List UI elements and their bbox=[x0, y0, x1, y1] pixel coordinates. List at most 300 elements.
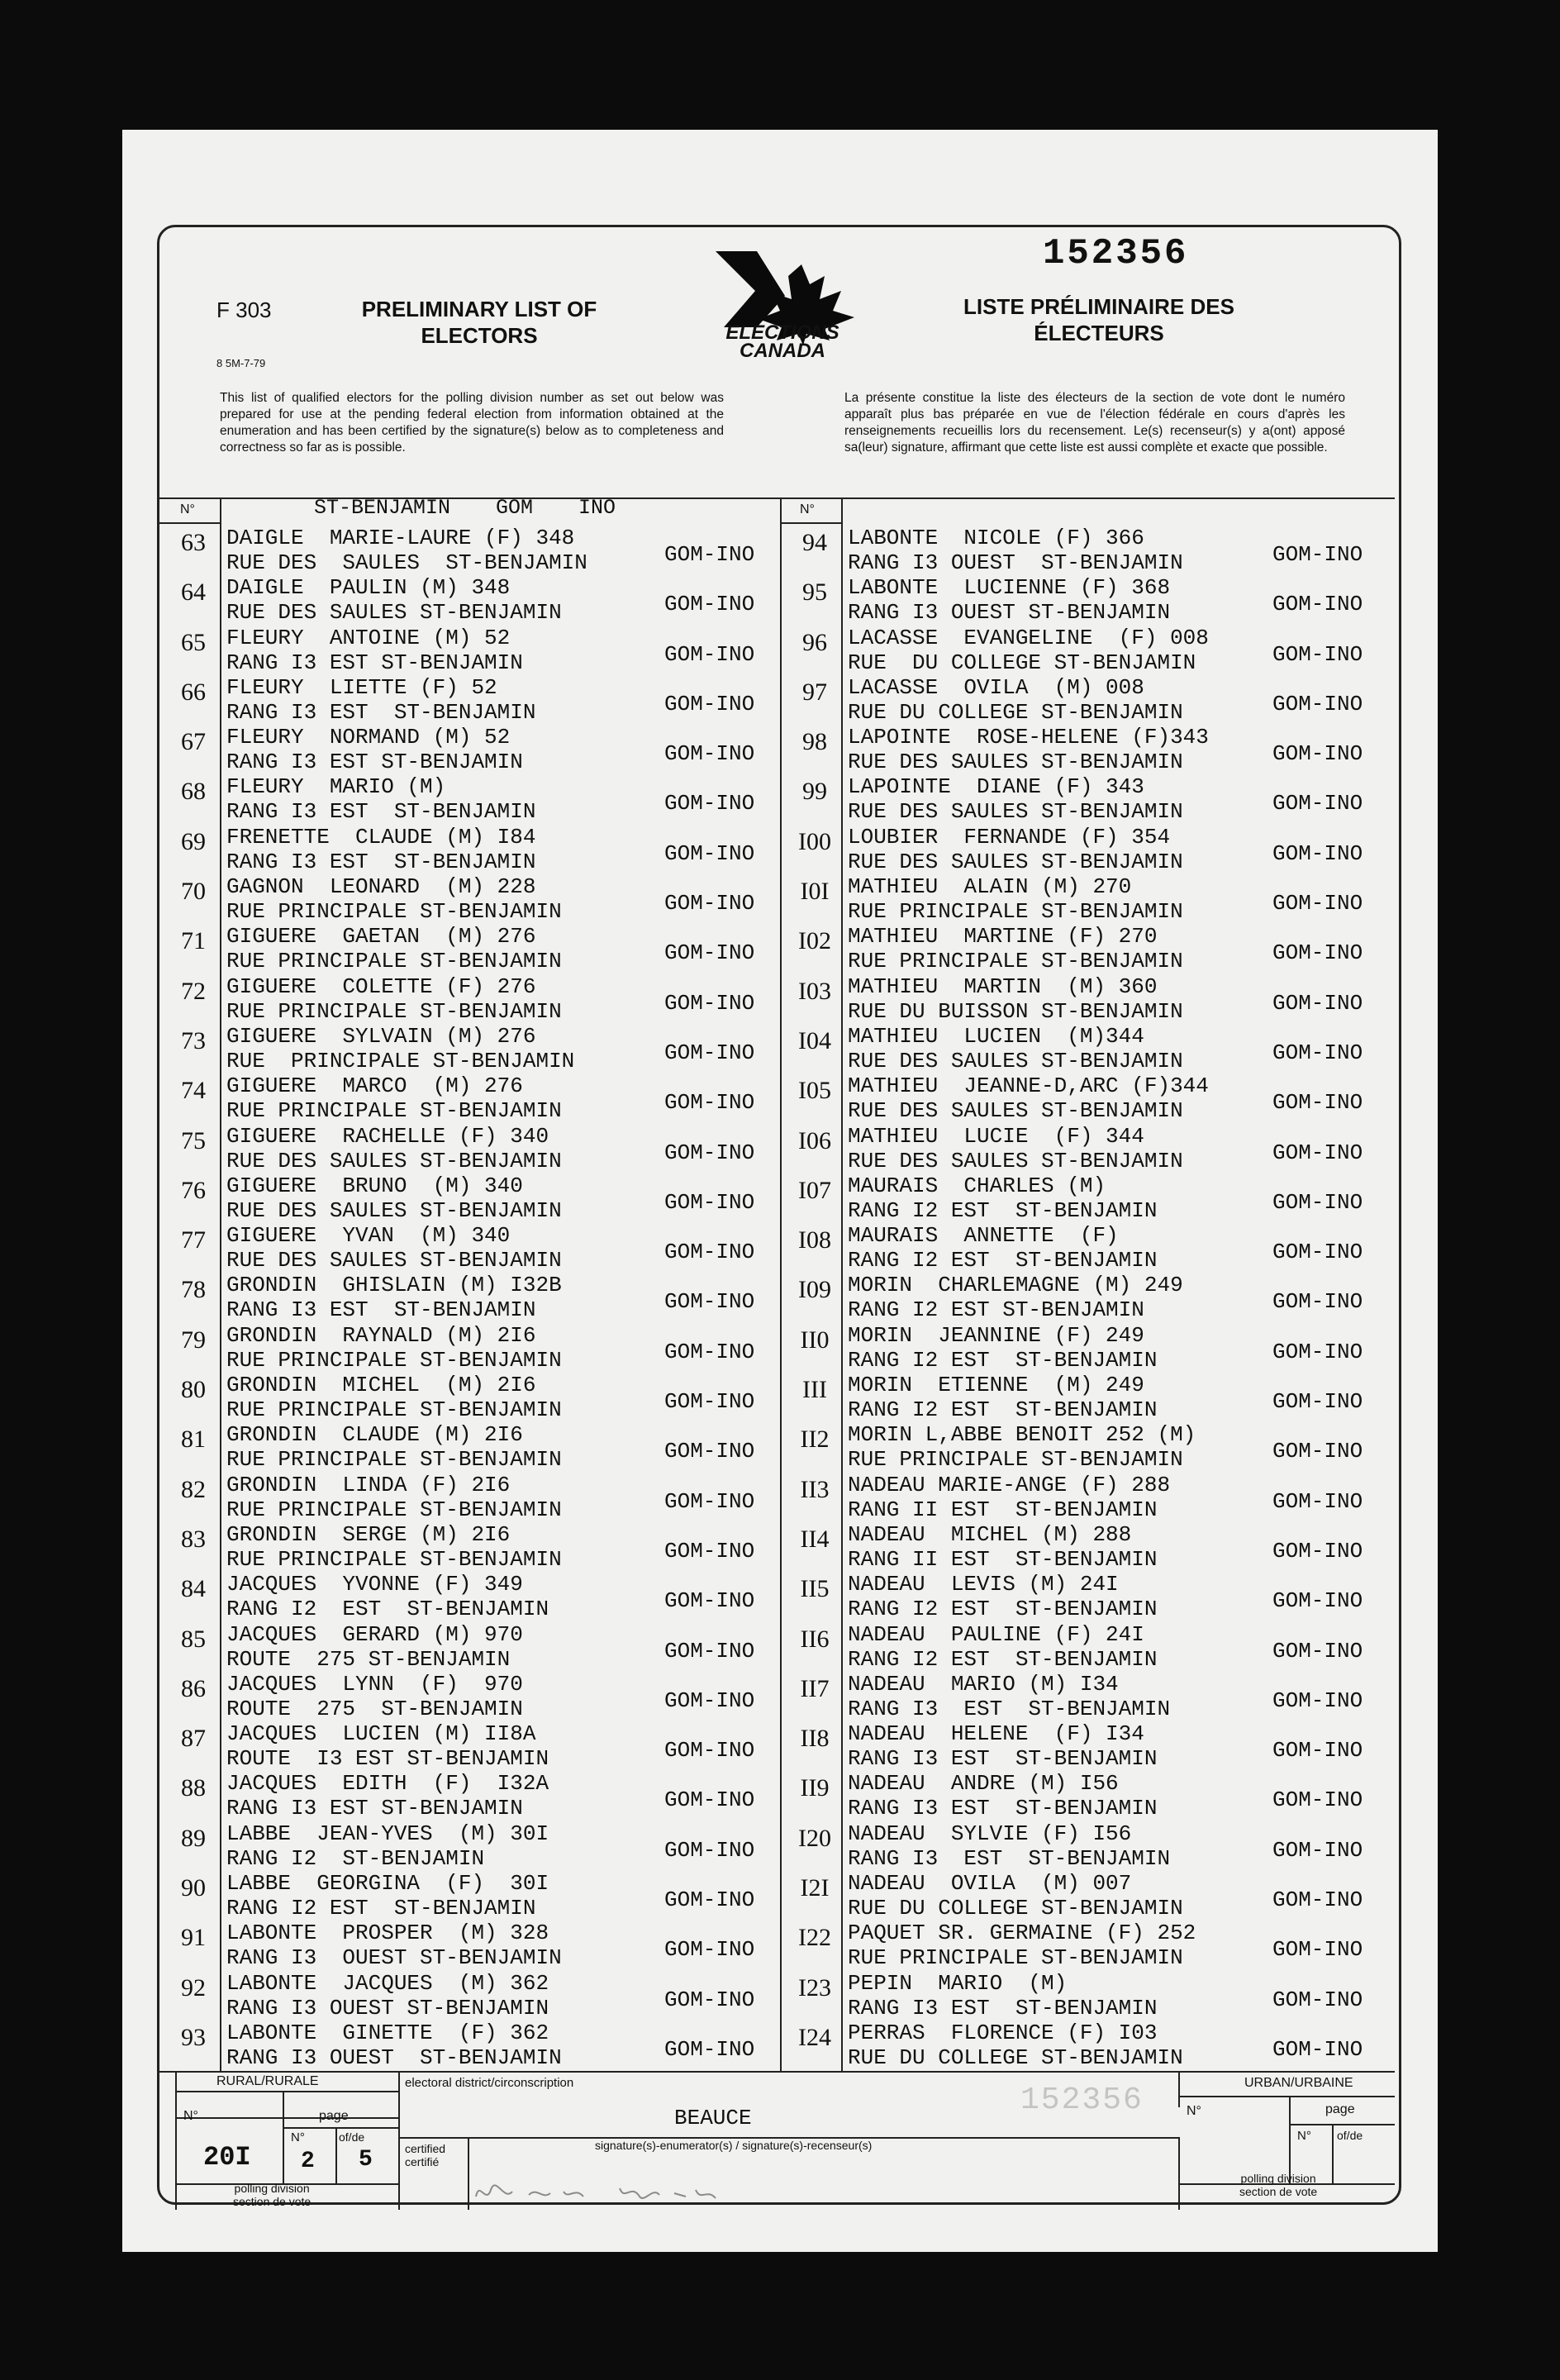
elector-address: RUE PRINCIPALE ST-BENJAMIN bbox=[848, 1945, 1183, 1971]
rural-of-label: of/de bbox=[339, 2130, 365, 2144]
elector-number: I00 bbox=[798, 827, 831, 855]
elector-address: RUE PRINCIPALE ST-BENJAMIN bbox=[848, 899, 1183, 925]
bleed-through-number: 152356 bbox=[1020, 2082, 1144, 2118]
elector-name: NADEAU OVILA (M) 007 bbox=[848, 1871, 1132, 1897]
elector-address: RUE DES SAULES ST-BENJAMIN bbox=[226, 550, 587, 575]
elector-number: 98 bbox=[802, 728, 827, 756]
elector-name: MATHIEU LUCIE (F) 344 bbox=[848, 1123, 1144, 1149]
elector-name: FLEURY NORMAND (M) 52 bbox=[226, 725, 511, 750]
elector-address: RANG I3 EST ST-BENJAMIN bbox=[848, 1696, 1171, 1721]
elector-name: JACQUES LUCIEN (M) II8A bbox=[226, 1721, 536, 1747]
elector-name: MATHIEU MARTINE (F) 270 bbox=[848, 924, 1158, 950]
elector-entry bbox=[169, 1572, 780, 1621]
elector-address: RUE PRINCIPALE ST-BENJAMIN bbox=[226, 1497, 562, 1522]
urban-polling-label-fr: section de vote bbox=[1239, 2185, 1318, 2198]
elector-entry bbox=[169, 974, 780, 1024]
elector-number: 99 bbox=[802, 778, 827, 806]
rural-page-label: page bbox=[319, 2109, 349, 2123]
elector-entry bbox=[790, 774, 1385, 824]
elector-entry bbox=[169, 1373, 780, 1422]
footer-top-rule bbox=[159, 2071, 1395, 2073]
rural-header-rule bbox=[175, 2117, 398, 2119]
elector-number: 80 bbox=[181, 1376, 206, 1404]
elector-district-code: GOM-INO bbox=[1272, 791, 1363, 816]
elector-name: GIGUERE GAETAN (M) 276 bbox=[226, 924, 536, 950]
elector-district-code: GOM-INO bbox=[1272, 1687, 1363, 1713]
urban-page-no-label: N° bbox=[1297, 2129, 1311, 2143]
elector-number: 94 bbox=[802, 529, 827, 556]
urban-page-sub-rule bbox=[1289, 2124, 1395, 2125]
elector-district-code: GOM-INO bbox=[1272, 1240, 1363, 1265]
elector-entry bbox=[169, 1124, 780, 1173]
elector-number: 95 bbox=[802, 578, 827, 607]
elector-entry bbox=[790, 526, 1385, 575]
elector-number: II4 bbox=[800, 1525, 830, 1553]
urban-box-left-upper bbox=[1178, 2071, 1180, 2107]
elector-district-code: GOM-INO bbox=[1272, 1837, 1363, 1863]
elector-entry bbox=[169, 526, 780, 575]
elector-name: DAIGLE PAULIN (M) 348 bbox=[226, 575, 511, 601]
elector-number: 78 bbox=[181, 1276, 206, 1304]
elector-district-code: GOM-INO bbox=[664, 1588, 755, 1614]
elector-entry bbox=[790, 1821, 1385, 1871]
elector-address: RUE PRINCIPALE ST-BENJAMIN bbox=[226, 998, 562, 1024]
elector-address: RUE PRINCIPALE ST-BENJAMIN bbox=[226, 1546, 562, 1572]
elector-address: RANG II EST ST-BENJAMIN bbox=[848, 1546, 1158, 1572]
elector-district-code: GOM-INO bbox=[1272, 1439, 1363, 1464]
elector-district-code: GOM-INO bbox=[664, 1339, 755, 1364]
elector-entry bbox=[169, 1422, 780, 1472]
elector-address: RUE DES SAULES ST-BENJAMIN bbox=[848, 799, 1183, 825]
elector-address: RUE PRINCIPALE ST-BENJAMIN bbox=[226, 1447, 562, 1473]
elector-name: MAURAIS CHARLES (M) bbox=[848, 1173, 1106, 1198]
center-column-rule bbox=[780, 497, 782, 2071]
elector-name: LACASSE EVANGELINE (F) 008 bbox=[848, 625, 1209, 650]
elector-entry bbox=[169, 1473, 780, 1522]
elector-district-code: GOM-INO bbox=[1272, 891, 1363, 916]
elector-number: 96 bbox=[802, 628, 827, 656]
elector-district-code: GOM-INO bbox=[664, 1140, 755, 1165]
elector-entry bbox=[790, 1473, 1385, 1522]
elector-number: 66 bbox=[181, 678, 206, 706]
elector-address: RANG I2 EST ST-BENJAMIN bbox=[848, 1646, 1158, 1672]
elector-entry bbox=[790, 675, 1385, 725]
elector-entry bbox=[169, 1921, 780, 1970]
elector-address: RUE PRINCIPALE ST-BENJAMIN bbox=[848, 949, 1183, 974]
elector-district-code: GOM-INO bbox=[1272, 840, 1363, 866]
elector-address: RANG I3 OUEST ST-BENJAMIN bbox=[848, 600, 1171, 626]
elector-entry bbox=[169, 1323, 780, 1373]
elector-entry bbox=[790, 924, 1385, 973]
elector-name: LACASSE OVILA (M) 008 bbox=[848, 674, 1144, 700]
elector-name: GIGUERE SYLVAIN (M) 276 bbox=[226, 1023, 536, 1049]
elector-entry bbox=[790, 874, 1385, 924]
elector-entry bbox=[790, 1073, 1385, 1123]
elector-district-code: GOM-INO bbox=[664, 891, 755, 916]
elector-address: ROUTE 275 ST-BENJAMIN bbox=[226, 1696, 523, 1721]
elector-district-code: GOM-INO bbox=[664, 2036, 755, 2062]
elector-name: MAURAIS ANNETTE (F) bbox=[848, 1223, 1119, 1249]
elector-name: GAGNON LEONARD (M) 228 bbox=[226, 874, 536, 900]
elector-address: RANG I3 EST ST-BENJAMIN bbox=[226, 799, 536, 825]
elector-name: JACQUES LYNN (F) 970 bbox=[226, 1671, 523, 1697]
elector-entry bbox=[169, 1721, 780, 1771]
elector-name: PERRAS FLORENCE (F) I03 bbox=[848, 2020, 1158, 2045]
elector-number: 79 bbox=[181, 1326, 206, 1354]
elector-address: RANG I3 EST ST-BENJAMIN bbox=[848, 1746, 1158, 1772]
description-english: This list of qualified electors for the polling division number as set out below was prepared for use at the pending federal election from information obtained at the enumeration and has been certified by the signature(s) below as to completeness and correctness so far as is possible. bbox=[220, 391, 724, 455]
elector-address: RANG I3 OUEST ST-BENJAMIN bbox=[848, 550, 1183, 575]
elector-number: I24 bbox=[798, 2023, 831, 2051]
polling-division-name: ST-BENJAMIN GOM INO bbox=[314, 496, 616, 520]
elector-address: RANG I3 EST ST-BENJAMIN bbox=[848, 1796, 1158, 1821]
elector-entry bbox=[169, 1871, 780, 1921]
elector-district-code: GOM-INO bbox=[1272, 592, 1363, 617]
elector-address: RANG I2 EST ST-BENJAMIN bbox=[848, 1248, 1158, 1273]
elector-name: NADEAU ANDRE (M) I56 bbox=[848, 1771, 1119, 1797]
elector-address: RUE PRINCIPALE ST-BENJAMIN bbox=[226, 1397, 562, 1423]
elector-address: RUE PRINCIPALE ST-BENJAMIN bbox=[226, 1048, 575, 1073]
elector-address: RANG I2 EST ST-BENJAMIN bbox=[226, 1597, 549, 1622]
elector-address: RANG I3 EST ST-BENJAMIN bbox=[226, 699, 536, 725]
elector-name: GIGUERE MARCO (M) 276 bbox=[226, 1073, 523, 1099]
elector-number: 76 bbox=[181, 1176, 206, 1204]
elector-address: RANG I2 ST-BENJAMIN bbox=[226, 1845, 485, 1871]
elector-name: GIGUERE RACHELLE (F) 340 bbox=[226, 1123, 549, 1149]
elector-name: LABONTE PROSPER (M) 328 bbox=[226, 1921, 549, 1946]
elector-entry bbox=[790, 626, 1385, 675]
elector-name: JACQUES EDITH (F) I32A bbox=[226, 1771, 549, 1797]
elector-district-code: GOM-INO bbox=[664, 1787, 755, 1813]
elector-entry bbox=[790, 1921, 1385, 1970]
elector-number: 67 bbox=[181, 728, 206, 756]
elector-name: NADEAU SYLVIE (F) I56 bbox=[848, 1821, 1132, 1846]
list-number: 152356 bbox=[1043, 233, 1189, 274]
elector-district-code: GOM-INO bbox=[1272, 1339, 1363, 1364]
elector-district-code: GOM-INO bbox=[664, 741, 755, 767]
rural-label-rule bbox=[175, 2091, 398, 2092]
left-no-header-rule bbox=[159, 522, 221, 524]
elector-number: 89 bbox=[181, 1824, 206, 1852]
elector-address: RUE DES SAULES ST-BENJAMIN bbox=[226, 1197, 562, 1223]
elector-name: GRONDIN CLAUDE (M) 2I6 bbox=[226, 1422, 523, 1448]
elector-number: 77 bbox=[181, 1226, 206, 1254]
elector-entry bbox=[169, 1223, 780, 1273]
urban-no-label: N° bbox=[1187, 2104, 1201, 2118]
elector-number: II3 bbox=[800, 1475, 830, 1503]
certified-label-fr: certifié bbox=[405, 2155, 440, 2168]
elector-entry bbox=[169, 725, 780, 774]
elector-name: LABBE JEAN-YVES (M) 30I bbox=[226, 1821, 549, 1846]
elector-number: 91 bbox=[181, 1924, 206, 1952]
elector-number: 72 bbox=[181, 977, 206, 1005]
rural-label: RURAL/RURALE bbox=[216, 2074, 319, 2088]
elector-name: NADEAU LEVIS (M) 24I bbox=[848, 1572, 1119, 1597]
elector-number: I20 bbox=[798, 1824, 831, 1852]
elector-entry bbox=[169, 825, 780, 874]
elector-number: 97 bbox=[802, 678, 827, 706]
elector-name: LABBE GEORGINA (F) 30I bbox=[226, 1871, 549, 1897]
elector-address: RUE DES SAULES ST-BENJAMIN bbox=[848, 1048, 1183, 1073]
elector-district-code: GOM-INO bbox=[664, 940, 755, 966]
urban-label: URBAN/URBAINE bbox=[1244, 2076, 1353, 2090]
elector-entry bbox=[790, 1273, 1385, 1322]
elector-address: RANG I3 OUEST ST-BENJAMIN bbox=[226, 2044, 562, 2070]
elector-name: FLEURY LIETTE (F) 52 bbox=[226, 674, 497, 700]
elector-name: MORIN JEANNINE (F) 249 bbox=[848, 1322, 1144, 1348]
elector-number: 73 bbox=[181, 1026, 206, 1054]
elector-number: 88 bbox=[181, 1774, 206, 1802]
elector-district-code: GOM-INO bbox=[1272, 641, 1363, 667]
elector-district-code: GOM-INO bbox=[664, 1189, 755, 1215]
elector-district-code: GOM-INO bbox=[1272, 1887, 1363, 1913]
elector-address: RUE DU COLLEGE ST-BENJAMIN bbox=[848, 699, 1183, 725]
elector-number: 81 bbox=[181, 1426, 206, 1454]
elector-district-code: GOM-INO bbox=[1272, 1040, 1363, 1065]
elector-name: MATHIEU ALAIN (M) 270 bbox=[848, 874, 1132, 900]
title-english: PRELIMINARY LIST OF ELECTORS bbox=[361, 297, 597, 348]
elector-entry bbox=[169, 1771, 780, 1821]
elector-name: GIGUERE BRUNO (M) 340 bbox=[226, 1173, 523, 1198]
elector-address: RANG I2 EST ST-BENJAMIN bbox=[848, 1597, 1158, 1622]
elector-name: NADEAU MICHEL (M) 288 bbox=[848, 1521, 1132, 1547]
elector-name: MORIN ETIENNE (M) 249 bbox=[848, 1373, 1144, 1398]
certified-label-en: certified bbox=[405, 2142, 446, 2155]
elector-entry bbox=[169, 1024, 780, 1073]
elector-entry bbox=[169, 1821, 780, 1871]
elector-entry bbox=[169, 1672, 780, 1721]
elector-name: MORIN CHARLEMAGNE (M) 249 bbox=[848, 1273, 1183, 1298]
elector-district-code: GOM-INO bbox=[1272, 1140, 1363, 1165]
elector-number: I02 bbox=[798, 927, 831, 955]
elector-entry bbox=[169, 1073, 780, 1123]
polling-division-number: 20I bbox=[203, 2142, 251, 2173]
elector-entry bbox=[790, 974, 1385, 1024]
elector-name: NADEAU MARIE-ANGE (F) 288 bbox=[848, 1472, 1171, 1497]
elector-number: II0 bbox=[800, 1326, 830, 1354]
elector-number: I23 bbox=[798, 1973, 831, 2002]
elector-district-code: GOM-INO bbox=[664, 1638, 755, 1664]
elector-number: III bbox=[802, 1376, 827, 1404]
elector-name: GRONDIN LINDA (F) 2I6 bbox=[226, 1472, 511, 1497]
elector-entry bbox=[169, 1273, 780, 1322]
elector-name: LABONTE GINETTE (F) 362 bbox=[226, 2020, 549, 2045]
elector-address: RUE DES SAULES ST-BENJAMIN bbox=[848, 1098, 1183, 1124]
elector-name: DAIGLE MARIE-LAURE (F) 348 bbox=[226, 526, 575, 550]
elector-district-code: GOM-INO bbox=[664, 1887, 755, 1913]
elector-entry bbox=[169, 1971, 780, 2021]
elector-entry bbox=[790, 575, 1385, 625]
urban-of-label: of/de bbox=[1337, 2129, 1363, 2142]
elector-name: FRENETTE CLAUDE (M) I84 bbox=[226, 824, 536, 850]
elector-district-code: GOM-INO bbox=[664, 592, 755, 617]
elector-district-code: GOM-INO bbox=[664, 542, 755, 567]
elector-address: RUE DES SAULES ST-BENJAMIN bbox=[226, 1148, 562, 1173]
form-date: 8 5M-7-79 bbox=[216, 357, 266, 369]
district-label: electoral district/circonscription bbox=[405, 2076, 574, 2090]
elector-entry bbox=[169, 924, 780, 973]
elector-district-code: GOM-INO bbox=[1272, 1787, 1363, 1813]
district-box-left bbox=[398, 2071, 400, 2210]
elector-address: RANG II EST ST-BENJAMIN bbox=[848, 1497, 1158, 1522]
elector-number: 65 bbox=[181, 628, 206, 656]
elector-district-code: GOM-INO bbox=[1272, 2036, 1363, 2062]
rural-page-sub-rule bbox=[283, 2127, 398, 2129]
urban-page-label: page bbox=[1325, 2102, 1355, 2116]
elector-number: 75 bbox=[181, 1126, 206, 1154]
elector-number: II9 bbox=[800, 1774, 830, 1802]
elector-entry bbox=[169, 1622, 780, 1672]
elector-district-code: GOM-INO bbox=[664, 1687, 755, 1713]
elector-district-code: GOM-INO bbox=[664, 1987, 755, 2012]
elector-number: I03 bbox=[798, 977, 831, 1005]
elector-entry bbox=[169, 1173, 780, 1223]
right-no-header-rule bbox=[780, 522, 843, 524]
elector-district-code: GOM-INO bbox=[664, 1439, 755, 1464]
elector-address: RUE DES SAULES ST-BENJAMIN bbox=[848, 750, 1183, 775]
elector-address: RUE DES SAULES ST-BENJAMIN bbox=[848, 1148, 1183, 1173]
page-total: 5 bbox=[359, 2147, 373, 2173]
elector-district-code: GOM-INO bbox=[664, 1937, 755, 1963]
elector-address: RANG I3 EST ST-BENJAMIN bbox=[848, 1845, 1171, 1871]
elector-number: 68 bbox=[181, 778, 206, 806]
elector-entry bbox=[169, 874, 780, 924]
elector-district-code: GOM-INO bbox=[664, 691, 755, 716]
elector-entry bbox=[790, 825, 1385, 874]
elector-name: GIGUERE COLETTE (F) 276 bbox=[226, 973, 536, 999]
elector-number: I0I bbox=[800, 878, 830, 906]
elector-address: RUE DU COLLEGE ST-BENJAMIN bbox=[848, 2044, 1183, 2070]
left-no-header: N° bbox=[180, 502, 195, 516]
elector-entry bbox=[169, 626, 780, 675]
elector-name: FLEURY ANTOINE (M) 52 bbox=[226, 625, 511, 650]
elector-district-code: GOM-INO bbox=[664, 1040, 755, 1065]
elector-number: I06 bbox=[798, 1126, 831, 1154]
elector-name: LOUBIER FERNANDE (F) 354 bbox=[848, 824, 1171, 850]
elector-address: RUE DES SAULES ST-BENJAMIN bbox=[848, 849, 1183, 874]
rural-polling-label-en: polling division bbox=[234, 2182, 310, 2195]
right-no-header: N° bbox=[800, 502, 815, 516]
elector-name: LABONTE LUCIENNE (F) 368 bbox=[848, 575, 1171, 601]
elector-number: I05 bbox=[798, 1077, 831, 1105]
elector-entry bbox=[790, 1223, 1385, 1273]
elector-entry bbox=[790, 725, 1385, 774]
elector-entry bbox=[790, 1173, 1385, 1223]
elector-name: LABONTE JACQUES (M) 362 bbox=[226, 1970, 549, 1996]
elector-district-code: GOM-INO bbox=[664, 990, 755, 1016]
elector-address: RANG I2 EST ST-BENJAMIN bbox=[226, 1896, 536, 1921]
rural-polling-label-fr: section de vote bbox=[233, 2195, 312, 2208]
rural-no-page-divider bbox=[283, 2091, 284, 2183]
elector-address: RUE PRINCIPALE ST-BENJAMIN bbox=[848, 1447, 1183, 1473]
elector-entry bbox=[790, 1522, 1385, 1572]
elector-number: II7 bbox=[800, 1674, 830, 1702]
elector-number: 92 bbox=[181, 1973, 206, 2002]
left-elector-column bbox=[169, 526, 780, 2070]
elector-name: JACQUES YVONNE (F) 349 bbox=[226, 1572, 523, 1597]
elector-district-code: GOM-INO bbox=[1272, 1090, 1363, 1116]
elector-name: GRONDIN RAYNALD (M) 2I6 bbox=[226, 1322, 536, 1348]
elector-district-code: GOM-INO bbox=[664, 840, 755, 866]
urban-polling-label-en: polling division bbox=[1240, 2172, 1316, 2185]
elector-entry bbox=[790, 1373, 1385, 1422]
elector-address: RANG I2 EST ST-BENJAMIN bbox=[848, 1197, 1158, 1223]
elector-entry bbox=[790, 1971, 1385, 2021]
elector-number: II2 bbox=[800, 1426, 830, 1454]
elector-address: RUE DU COLLEGE ST-BENJAMIN bbox=[848, 1896, 1183, 1921]
elector-number: 74 bbox=[181, 1077, 206, 1105]
elector-entry bbox=[790, 1721, 1385, 1771]
logo-line-elections: ELECTIONS bbox=[725, 321, 839, 344]
elector-entry bbox=[790, 1672, 1385, 1721]
elector-district-code: GOM-INO bbox=[664, 1837, 755, 1863]
elector-district-code: GOM-INO bbox=[664, 1389, 755, 1415]
elector-name: NADEAU MARIO (M) I34 bbox=[848, 1671, 1119, 1697]
elector-name: MATHIEU LUCIEN (M)344 bbox=[848, 1023, 1144, 1049]
elector-address: RANG I3 EST ST-BENJAMIN bbox=[226, 849, 536, 874]
elector-address: RUE DES SAULES ST-BENJAMIN bbox=[226, 1248, 562, 1273]
elector-name: MATHIEU JEANNE-D,ARC (F)344 bbox=[848, 1073, 1209, 1099]
elector-address: RANG I2 EST ST-BENJAMIN bbox=[848, 1297, 1144, 1323]
elector-name: GIGUERE YVAN (M) 340 bbox=[226, 1223, 511, 1249]
rural-polling-label bbox=[233, 2182, 311, 2208]
elector-number: 87 bbox=[181, 1725, 206, 1753]
elector-number: I09 bbox=[798, 1276, 831, 1304]
elector-address: RUE DU COLLEGE ST-BENJAMIN bbox=[848, 650, 1196, 675]
elector-name: FLEURY MARIO (M) bbox=[226, 774, 446, 800]
elector-name: PEPIN MARIO (M) bbox=[848, 1970, 1068, 1996]
elector-number: 71 bbox=[181, 927, 206, 955]
elector-district-code: GOM-INO bbox=[1272, 1189, 1363, 1215]
certified-divider bbox=[468, 2137, 469, 2210]
elector-address: RANG I3 EST ST-BENJAMIN bbox=[226, 1796, 523, 1821]
elector-number: I08 bbox=[798, 1226, 831, 1254]
elector-district-code: GOM-INO bbox=[664, 1090, 755, 1116]
elector-district-code: GOM-INO bbox=[664, 1488, 755, 1514]
district-value: BEAUCE bbox=[674, 2106, 752, 2130]
elector-number: 70 bbox=[181, 878, 206, 906]
elector-number: 82 bbox=[181, 1475, 206, 1503]
rural-no-label: N° bbox=[183, 2109, 198, 2123]
elector-address: RUE PRINCIPALE ST-BENJAMIN bbox=[226, 949, 562, 974]
elector-entry bbox=[169, 2021, 780, 2070]
description-french: La présente constitue la liste des électeurs de la section de vote dont le numéro apparaît plus bas préparée en vue de l'élection fédérale en cours d'après les renseignements recueillis lors du recensement. Le(s) recenseur(s) y a(ont) apposé sa(leur) signature, affirmant que cette liste est aussi complète et exacte que possible. bbox=[844, 391, 1345, 455]
elector-address: RANG I2 EST ST-BENJAMIN bbox=[848, 1347, 1158, 1373]
elector-number: 85 bbox=[181, 1625, 206, 1653]
elector-name: GRONDIN GHISLAIN (M) I32B bbox=[226, 1273, 562, 1298]
elector-district-code: GOM-INO bbox=[1272, 542, 1363, 567]
elector-number: II8 bbox=[800, 1725, 830, 1753]
elector-district-code: GOM-INO bbox=[1272, 990, 1363, 1016]
elector-name: GRONDIN SERGE (M) 2I6 bbox=[226, 1521, 511, 1547]
elector-number: I22 bbox=[798, 1924, 831, 1952]
elector-address: RANG I3 OUEST ST-BENJAMIN bbox=[226, 1995, 549, 2021]
elector-name: MORIN L,ABBE BENOIT 252 (M) bbox=[848, 1422, 1196, 1448]
urban-box-left-lower bbox=[1178, 2137, 1180, 2210]
urban-label-rule bbox=[1178, 2096, 1395, 2097]
elector-number: II5 bbox=[800, 1575, 830, 1603]
elector-address: ROUTE 275 ST-BENJAMIN bbox=[226, 1646, 511, 1672]
elector-entry bbox=[790, 1871, 1385, 1921]
elector-address: RANG I2 EST ST-BENJAMIN bbox=[848, 1397, 1158, 1423]
elector-district-code: GOM-INO bbox=[664, 791, 755, 816]
elector-number: 63 bbox=[181, 529, 206, 556]
elector-district-code: GOM-INO bbox=[1272, 1588, 1363, 1614]
elector-number: I04 bbox=[798, 1026, 831, 1054]
elector-entry bbox=[169, 774, 780, 824]
urban-polling-label bbox=[1239, 2172, 1317, 2198]
elector-number: 64 bbox=[181, 578, 206, 607]
